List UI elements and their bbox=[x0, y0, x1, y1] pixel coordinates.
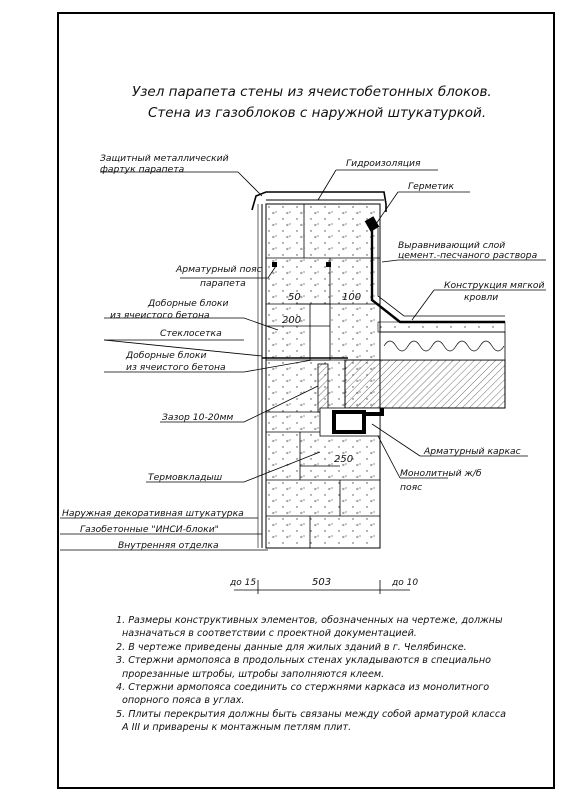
note-line: 1. Размеры конструктивных элементов, обозначенных на чертеже, должны bbox=[116, 615, 503, 626]
callout-extra-blocks-top-1: Доборные блоки bbox=[148, 298, 229, 309]
callout-extra-blocks-bot-2: из ячеистого бетона bbox=[126, 362, 226, 373]
callout-thermal-insert: Термовкладыш bbox=[148, 472, 223, 483]
callout-roof-2: кровли bbox=[464, 292, 499, 303]
callout-screed-1: Выравнивающий слой bbox=[398, 240, 506, 251]
dim-right: до 10 bbox=[392, 578, 419, 588]
dim-250: 250 bbox=[334, 454, 354, 465]
floor-slab bbox=[345, 360, 505, 408]
parapet-rebar bbox=[326, 262, 331, 267]
note-line: опорного пояса в углах. bbox=[122, 695, 245, 707]
thermal-insert bbox=[318, 364, 328, 412]
callout-plaster: Наружная декоративная штукатурка bbox=[62, 508, 244, 519]
note-line: А III и приварены к монтажным петлям плит. bbox=[122, 722, 352, 734]
callout-roof-1: Конструкция мягкой bbox=[444, 280, 545, 291]
extra-blocks-strip bbox=[310, 304, 330, 360]
note-line: 4. Стержни армопояса соединить со стержнями каркаса из монолитного bbox=[116, 682, 490, 694]
title-line-2: Стена из газоблоков с наружной штукатуркой. bbox=[148, 105, 487, 121]
callout-belt-1: Арматурный пояс bbox=[176, 264, 262, 275]
callout-interior: Внутренняя отделка bbox=[118, 540, 219, 551]
note-line: назначаться в соответствии с проектной документацией. bbox=[122, 628, 417, 640]
notes bbox=[116, 614, 536, 735]
dim-left: до 15 bbox=[230, 578, 257, 588]
callout-sealant: Герметик bbox=[408, 181, 455, 192]
dim-503: 503 bbox=[312, 577, 332, 588]
callout-extra-blocks-bot-1: Доборные блоки bbox=[126, 350, 207, 361]
note-line: 5. Плиты перекрытия должны быть связаны между собой арматурой класса bbox=[116, 708, 506, 720]
dim-50: 50 bbox=[288, 292, 301, 303]
callout-waterproofing: Гидроизоляция bbox=[346, 158, 421, 169]
callout-screed-2: цемент.-песчаного раствора bbox=[398, 250, 538, 261]
callout-belt-2: парапета bbox=[200, 278, 246, 289]
callout-rebar-cage: Арматурный каркас bbox=[424, 446, 521, 457]
dim-200: 200 bbox=[282, 315, 302, 326]
title-line-1: Узел парапета стены из ячеистобетонных блоков. bbox=[132, 84, 492, 100]
callout-monolithic-1: Монолитный ж/б bbox=[400, 468, 482, 479]
callout-monolithic-2: пояс bbox=[400, 482, 423, 493]
callout-extra-blocks-top-2: из ячеистого бетона bbox=[110, 310, 210, 321]
note-line: прорезанные штробы, штробы заполняются клеем. bbox=[122, 668, 385, 680]
callout-flashing-1: Защитный металлический bbox=[100, 153, 229, 164]
dim-100: 100 bbox=[342, 292, 362, 303]
callout-mesh: Стеклосетка bbox=[160, 328, 222, 339]
note-line: 3. Стержни армопояса в продольных стенах укладываются в специально bbox=[116, 655, 492, 667]
note-line: 2. В чертеже приведены данные для жилых зданий в г. Челябинске. bbox=[116, 641, 467, 653]
callout-gap: Зазор 10-20мм bbox=[162, 412, 234, 423]
roof-insulation bbox=[380, 332, 505, 360]
callout-flashing-2: фартук парапета bbox=[100, 164, 185, 175]
callout-gas-blocks: Газобетонные "ИНСИ-блоки" bbox=[80, 524, 219, 535]
